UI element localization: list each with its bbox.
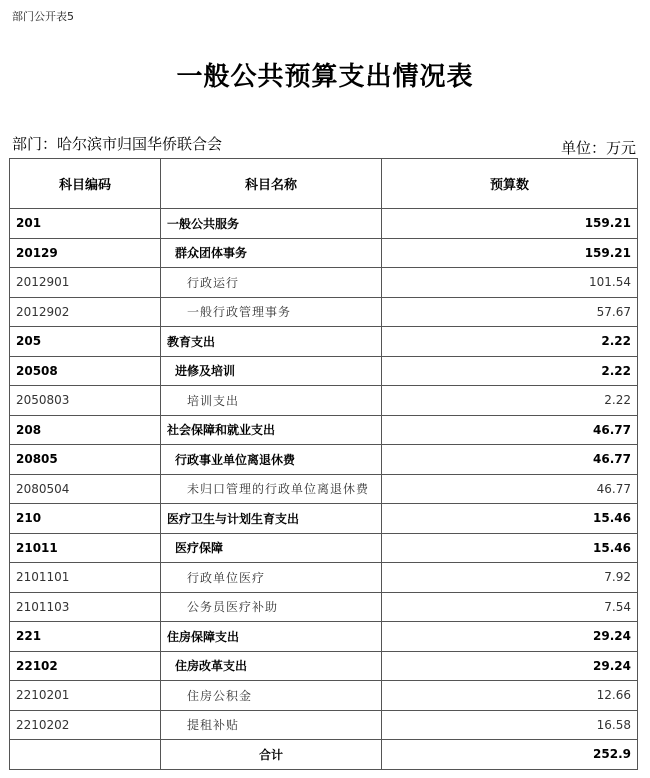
amount-cell: 2.22	[382, 327, 638, 357]
amount-cell: 46.77	[382, 474, 638, 504]
table-body	[10, 209, 638, 740]
name-cell: 医疗卫生与计划生育支出	[161, 504, 382, 534]
column-header-code: 科目编码	[10, 159, 161, 209]
amount-cell: 29.24	[382, 622, 638, 652]
table-row	[10, 386, 638, 416]
name-cell: 一般行政管理事务	[161, 297, 382, 327]
amount-cell: 12.66	[382, 681, 638, 711]
amount-cell: 7.54	[382, 592, 638, 622]
document-label: 部门公开表5	[12, 10, 74, 23]
name-cell: 住房保障支出	[161, 622, 382, 652]
code-cell: 2080504	[10, 474, 161, 504]
column-header-amount: 预算数	[382, 159, 638, 209]
amount-cell: 46.77	[382, 415, 638, 445]
table-row	[10, 238, 638, 268]
amount-cell: 15.46	[382, 504, 638, 534]
name-cell: 未归口管理的行政单位离退休费	[161, 474, 382, 504]
name-cell: 住房公积金	[161, 681, 382, 711]
amount-cell: 16.58	[382, 710, 638, 740]
name-cell: 群众团体事务	[161, 238, 382, 268]
name-cell: 公务员医疗补助	[161, 592, 382, 622]
table-row	[10, 297, 638, 327]
name-cell: 行政事业单位离退休费	[161, 445, 382, 475]
table-row	[10, 415, 638, 445]
table-row	[10, 356, 638, 386]
code-cell: 20129	[10, 238, 161, 268]
code-cell: 210	[10, 504, 161, 534]
name-cell: 一般公共服务	[161, 209, 382, 239]
code-cell: 2012901	[10, 268, 161, 298]
code-cell: 21011	[10, 533, 161, 563]
page-title: 一般公共预算支出情况表	[176, 62, 474, 92]
table-row	[10, 474, 638, 504]
column-header-name: 科目名称	[161, 159, 382, 209]
budget-table	[9, 158, 638, 770]
amount-cell: 57.67	[382, 297, 638, 327]
table-row	[10, 710, 638, 740]
name-cell: 行政运行	[161, 268, 382, 298]
table-row	[10, 651, 638, 681]
amount-cell: 101.54	[382, 268, 638, 298]
table-row	[10, 268, 638, 298]
code-cell: 2210201	[10, 681, 161, 711]
code-cell: 2101103	[10, 592, 161, 622]
table-row	[10, 533, 638, 563]
name-cell: 培训支出	[161, 386, 382, 416]
code-cell: 2101101	[10, 563, 161, 593]
total-row	[10, 740, 638, 770]
code-cell: 22102	[10, 651, 161, 681]
amount-cell: 29.24	[382, 651, 638, 681]
unit-label: 单位：万元	[560, 139, 636, 157]
department-label: 部门：哈尔滨市归国华侨联合会	[12, 135, 223, 153]
table-row	[10, 563, 638, 593]
code-cell: 20805	[10, 445, 161, 475]
amount-cell: 7.92	[382, 563, 638, 593]
table-row	[10, 209, 638, 239]
total-amount-cell: 252.9	[382, 740, 638, 770]
name-cell: 进修及培训	[161, 356, 382, 386]
name-cell: 提租补贴	[161, 710, 382, 740]
name-cell: 社会保障和就业支出	[161, 415, 382, 445]
table-row	[10, 622, 638, 652]
amount-cell: 159.21	[382, 209, 638, 239]
table-row	[10, 592, 638, 622]
name-cell: 行政单位医疗	[161, 563, 382, 593]
amount-cell: 159.21	[382, 238, 638, 268]
code-cell: 221	[10, 622, 161, 652]
table-row	[10, 445, 638, 475]
table-row	[10, 504, 638, 534]
code-cell: 2210202	[10, 710, 161, 740]
table-header-row	[10, 159, 638, 209]
total-label-cell: 合计	[161, 740, 382, 770]
name-cell: 教育支出	[161, 327, 382, 357]
name-cell: 住房改革支出	[161, 651, 382, 681]
code-cell: 208	[10, 415, 161, 445]
table-row	[10, 327, 638, 357]
table-row	[10, 681, 638, 711]
amount-cell: 2.22	[382, 386, 638, 416]
amount-cell: 15.46	[382, 533, 638, 563]
code-cell: 205	[10, 327, 161, 357]
code-cell: 201	[10, 209, 161, 239]
amount-cell: 46.77	[382, 445, 638, 475]
code-cell: 2050803	[10, 386, 161, 416]
code-cell: 2012902	[10, 297, 161, 327]
total-code-cell	[10, 740, 161, 770]
amount-cell: 2.22	[382, 356, 638, 386]
name-cell: 医疗保障	[161, 533, 382, 563]
code-cell: 20508	[10, 356, 161, 386]
